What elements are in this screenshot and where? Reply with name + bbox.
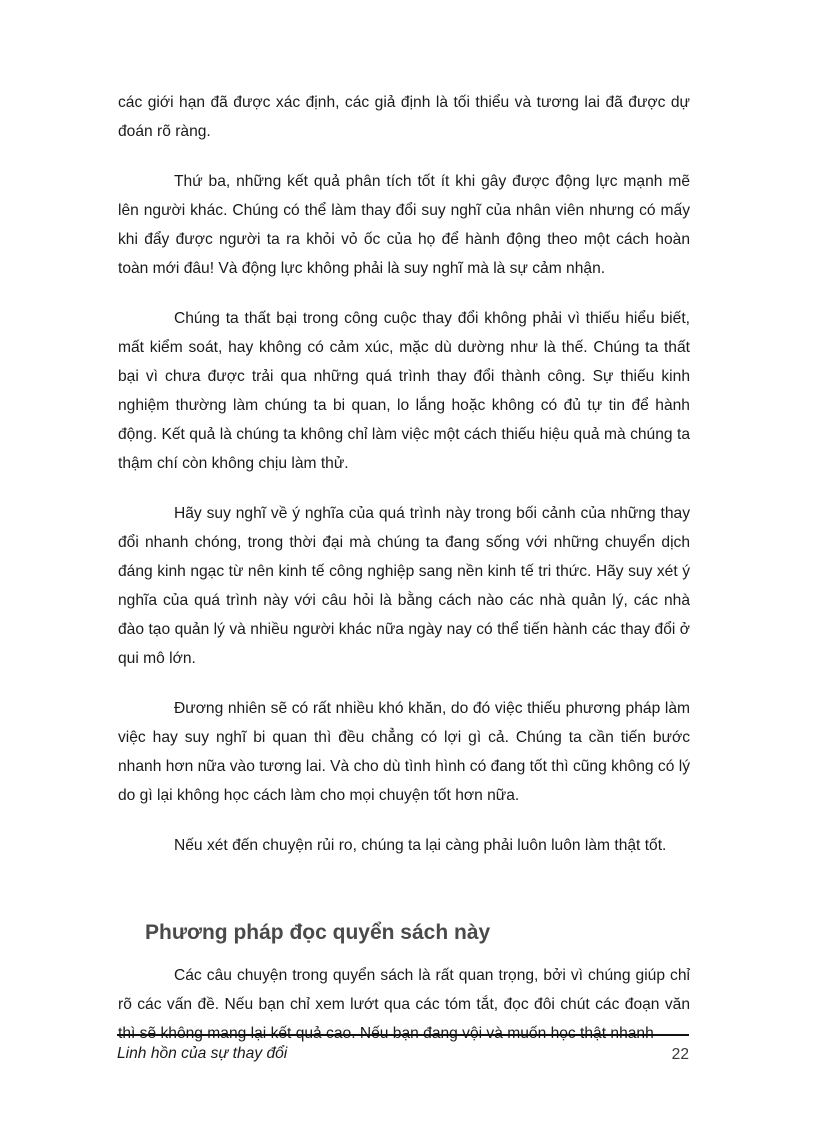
paragraph-gap xyxy=(118,146,690,167)
footer-book-title: Linh hồn của sự thay đổi xyxy=(117,1045,288,1062)
section-gap xyxy=(118,860,690,918)
paragraph-thu-ba: Thứ ba, những kết quả phân tích tốt ít khi gây được động lực mạnh mẽ lên người khác. Chúng có thể làm thay đổi suy nghĩ của nhân viên nhưng có mấy khi đẩy được người ta ra khỏi vỏ ốc của họ để hành động theo một cách hoàn toàn mới đâu! Và động lực không phải là suy nghĩ mà là sự cảm nhận. xyxy=(118,173,690,277)
paragraph-gap xyxy=(118,478,690,499)
paragraph-that-bai: Chúng ta thất bại trong công cuộc thay đổi không phải vì thiếu hiểu biết, mất kiểm soát, hay không có cảm xúc, mặc dù dường như là thế. Chúng ta thất bại vì chưa được trải qua những quá trình thay đổi thành công. Sự thiếu kinh nghiệm thường làm chúng ta bi quan, lo lắng hoặc không có đủ tự tin để hành động. Kết quả là chúng ta không chỉ làm việc một cách thiếu hiệu quả mà chúng ta thậm chí còn không chịu làm thử. xyxy=(118,310,690,472)
page-body xyxy=(118,88,690,1048)
heading-gap xyxy=(118,948,690,961)
paragraph-cau-chuyen: Các câu chuyện trong quyển sách là rất quan trọng, bởi vì chúng giúp chỉ rõ các vấn đề. Nếu bạn chỉ xem lướt qua các tóm tắt, đọc đôi chút các đoạn văn thì sẽ không mang lại kết quả cao. Nếu bạn đang vội và muốn học thật nhanh xyxy=(118,967,690,1042)
paragraph-rui-ro: Nếu xét đến chuyện rủi ro, chúng ta lại càng phải luôn luôn làm thật tốt. xyxy=(174,837,667,854)
paragraph-gap xyxy=(118,673,690,694)
page-number: 22 xyxy=(671,1046,689,1063)
paragraph-suy-nghi: Hãy suy nghĩ về ý nghĩa của quá trình này trong bối cảnh của những thay đổi nhanh chóng, trong thời đại mà chúng ta đang sống với những chuyển dịch đáng kinh ngạc từ nên kinh tế công nghiệp sang nền kinh tế tri thức. Hãy suy xét ý nghĩa của quá trình này với câu hỏi là bằng cách nào các nhà quản lý, các nhà đào tạo quản lý và nhiều người khác nữa ngày nay có thể tiến hành các thay đổi ở qui mô lớn. xyxy=(118,505,690,667)
paragraph-duong-nhien: Đương nhiên sẽ có rất nhiều khó khăn, do đó việc thiếu phương pháp làm việc hay suy nghĩ bi quan thì đều chẳng có lợi gì cả. Chúng ta cần tiến bước nhanh hơn nữa vào tương lai. Và cho dù tình hình có đang tốt thì cũng không có lý do gì lại không học cách làm cho mọi chuyện tốt hơn nữa. xyxy=(118,700,690,804)
paragraph-continuation: các giới hạn đã được xác định, các giả định là tối thiểu và tương lai đã được dự đoán rõ ràng. xyxy=(118,94,690,140)
footer-rule xyxy=(117,1034,689,1036)
paragraph-gap xyxy=(118,810,690,831)
section-heading: Phương pháp đọc quyển sách này xyxy=(145,921,491,944)
paragraph-gap xyxy=(118,283,690,304)
